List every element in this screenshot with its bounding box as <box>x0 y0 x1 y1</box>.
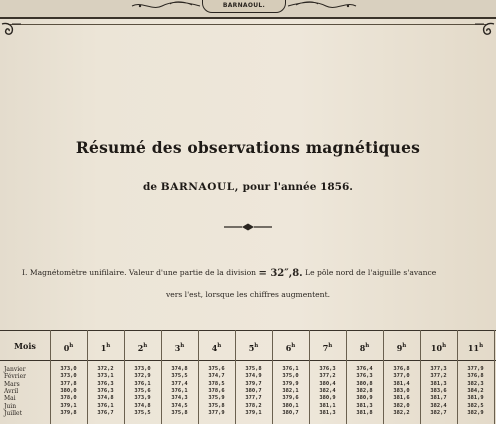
table-cell: 381,3 <box>319 409 336 416</box>
divider-ornament <box>222 222 274 232</box>
table-cell: 374,3 <box>171 395 188 402</box>
table-cell: 381,3 <box>356 402 373 409</box>
table-cell: 382,8 <box>356 387 373 394</box>
table-cell: 382,0 <box>393 402 410 409</box>
column-header-hour: 10$^h$ <box>430 343 447 353</box>
table-cell: 373,0 <box>60 373 77 380</box>
table-cell: 375,6 <box>208 366 225 372</box>
subtitle-prefix: de <box>143 181 158 193</box>
table-cell: 377,0 <box>393 373 410 380</box>
table-cell: 381,1 <box>319 402 336 409</box>
row-month-label: Janvier <box>4 366 26 373</box>
table-cell: 383,6 <box>430 387 447 394</box>
table-cell: 376,7 <box>97 409 114 416</box>
row-month-label: Mars <box>4 380 20 388</box>
table-cell: 383,0 <box>393 387 410 394</box>
left-flourish-ornament <box>130 0 202 12</box>
table-cell: 376,1 <box>282 366 299 372</box>
row-month-label: Juin <box>4 402 17 410</box>
table-cell: 376,1 <box>134 380 151 387</box>
table-cell: 375,8 <box>208 402 225 409</box>
table-cell: 377,3 <box>430 366 447 372</box>
table-cell: 382,9 <box>467 409 484 416</box>
table-cell: 379,8 <box>60 409 77 416</box>
table-cell: 376,1 <box>171 387 188 394</box>
header-cartouche: BARNAOUL. <box>202 0 286 13</box>
table-cell: 379,1 <box>60 402 77 409</box>
table-cell: 382,1 <box>282 387 299 394</box>
header-rule <box>0 17 496 19</box>
table-cell: 374,8 <box>171 366 188 372</box>
column-header-hour: 0$^h$ <box>63 343 74 353</box>
table-cell: 374,8 <box>97 395 114 402</box>
table-header-rule <box>0 360 496 361</box>
table-cell: 375,6 <box>134 387 151 394</box>
column-header-hour: 9$^h$ <box>396 343 407 353</box>
table-cell: 374,9 <box>245 373 262 380</box>
row-month-label: Mai <box>4 395 16 403</box>
table-cell: 380,9 <box>319 395 336 402</box>
table-cell: 381,4 <box>393 380 410 387</box>
page-title: Résumé des observations magnétiques <box>75 138 421 157</box>
table-cell: 372,9 <box>134 373 151 380</box>
table-cell: 380,7 <box>245 387 262 394</box>
paragraph-line-1 <box>22 268 482 279</box>
table-cell: 378,0 <box>60 395 77 402</box>
table-cell: 375,8 <box>245 366 262 372</box>
paragraph-line-1-b: Le pôle nord de l'aiguille s'avance <box>305 268 437 277</box>
column-header-hour: 7$^h$ <box>322 343 333 353</box>
table-cell: 380,9 <box>356 395 373 402</box>
table-cell: 379,6 <box>282 395 299 402</box>
page-subtitle <box>0 181 496 193</box>
table-cell: 379,9 <box>282 380 299 387</box>
table-cell: 382,2 <box>393 409 410 416</box>
paragraph-line-1-a: I. Magnétomètre unifilaire. Valeur d'une partie de la division <box>22 268 257 277</box>
table-cell: 380,7 <box>282 409 299 416</box>
right-corner-scroll-ornament <box>474 20 496 40</box>
table-cell: 374,7 <box>208 373 225 380</box>
table-cell: 381,3 <box>430 380 447 387</box>
table-cell: 381,9 <box>467 395 484 402</box>
table-cell: 377,9 <box>467 366 484 372</box>
table-cell: 377,2 <box>319 373 336 380</box>
table-cell: 382,4 <box>430 402 447 409</box>
table-cell: 376,3 <box>356 373 373 380</box>
column-header-hour: 4$^h$ <box>211 343 222 353</box>
table-cell: 380,4 <box>319 380 336 387</box>
subtitle-place: BARNAOUL, <box>160 181 239 193</box>
table-cell: 381,6 <box>393 395 410 402</box>
column-header-hour: 1$^h$ <box>100 343 111 353</box>
left-corner-scroll-ornament <box>0 20 22 40</box>
column-header-hour: 3$^h$ <box>174 343 185 353</box>
paragraph-line-2-text: vers l'est, lorsque les chiffres augmentent. <box>165 290 331 299</box>
column-header-month: Mois <box>14 341 36 351</box>
table-cell: 381,7 <box>430 395 447 402</box>
table-cell: 380,0 <box>60 387 77 394</box>
table-cell: 376,8 <box>393 366 410 372</box>
table-cell: 376,3 <box>97 380 114 387</box>
table-cell: 373,1 <box>97 373 114 380</box>
table-cell: 378,5 <box>208 380 225 387</box>
table-cell: 376,3 <box>97 387 114 394</box>
table-cell: 375,5 <box>134 409 151 416</box>
table-cell: 377,4 <box>171 380 188 387</box>
table-cell: 378,6 <box>208 387 225 394</box>
row-month-label: Avril <box>4 387 19 395</box>
table-cell: 376,1 <box>97 402 114 409</box>
subtitle-suffix: pour l'année 1856. <box>242 181 353 193</box>
table-cell: 379,7 <box>245 380 262 387</box>
table-cell: 376,3 <box>319 366 336 372</box>
table-cell: 378,2 <box>245 402 262 409</box>
table-cell: 377,9 <box>208 409 225 416</box>
table-cell: 372,2 <box>97 366 114 372</box>
table-cell: 382,4 <box>319 387 336 394</box>
table-top-rule <box>0 330 496 331</box>
table-cell: 380,1 <box>282 402 299 409</box>
column-header-hour: 5$^h$ <box>248 343 259 353</box>
table-cell: 384,2 <box>467 387 484 394</box>
table-cell: 379,1 <box>245 409 262 416</box>
column-header-hour: 6$^h$ <box>285 343 296 353</box>
column-header-hour: 8$^h$ <box>359 343 370 353</box>
table-cell: 376,4 <box>356 366 373 372</box>
column-header-hour: 2$^h$ <box>137 343 148 353</box>
table-cell: 382,5 <box>467 402 484 409</box>
row-month-label: Juillet <box>4 409 22 417</box>
table-cell: 375,8 <box>171 409 188 416</box>
table-cell: 377,2 <box>430 373 447 380</box>
table-cell: 382,3 <box>467 380 484 387</box>
table-cell: 377,8 <box>60 380 77 387</box>
header-rule-thin <box>8 24 488 25</box>
right-flourish-ornament <box>286 0 358 12</box>
table-cell: 375,9 <box>208 395 225 402</box>
table-cell: 373,9 <box>134 395 151 402</box>
paragraph-line-2 <box>0 290 496 299</box>
column-divider <box>494 330 495 424</box>
table-cell: 374,8 <box>134 402 151 409</box>
table-cell: 373,0 <box>60 366 77 372</box>
table-cell: 374,5 <box>171 402 188 409</box>
division-value: = 32″,8. <box>258 268 303 279</box>
table-cell: 376,8 <box>467 373 484 380</box>
table-cell: 382,7 <box>430 409 447 416</box>
table-cell: 373,0 <box>134 366 151 372</box>
row-month-label: Février <box>4 373 26 381</box>
table-cell: 380,8 <box>356 380 373 387</box>
column-header-hour: 11$^h$ <box>467 343 484 353</box>
table-cell: 381,8 <box>356 409 373 416</box>
table-cell: 375,0 <box>282 373 299 380</box>
table-cell: 375,5 <box>171 373 188 380</box>
table-cell: 377,7 <box>245 395 262 402</box>
